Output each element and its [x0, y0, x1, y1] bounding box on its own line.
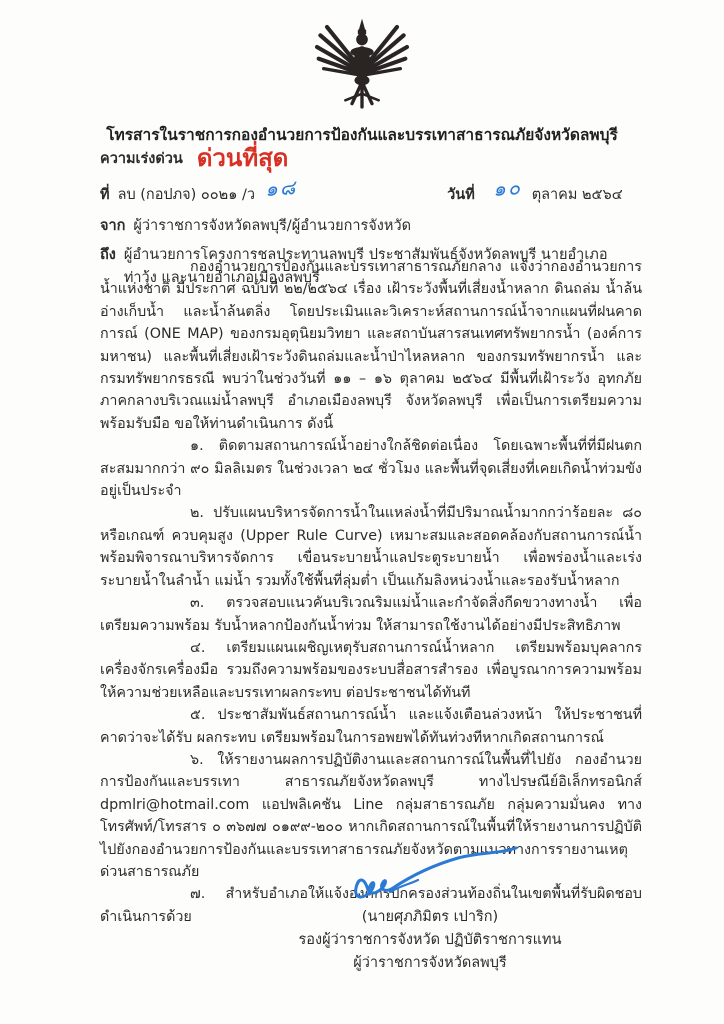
- body-paragraph: ๖. ให้รายงานผลการปฏิบัติงานและสถานการณ์ในพื้นที่ไปยัง กองอำนวยการป้องกันและบรรเทา สาธารณภัยจังหวัดลพบุรี ทางไปรษณีย์อิเล็กทรอนิกส์ dpmlri@hotmail.com แอปพลิเคชัน Line กลุ่มสาธารณภัย กลุ่มความมั่นคง ทางโทรศัพท์/โทรสาร ๐ ๓๖๗๗ ๐๑๙๙-๒๐๐ หากเกิดสถานการณ์ในพื้นที่ให้รายงานการปฏิบัติ ไปยังกองอำนวยการป้องกันและบรรเทาสาธารณภัยจังหวัดตามแนวทางการรายงานเหตุด่วนสาธารณภัย: [100, 751, 642, 880]
- from-value: ผู้ว่าราชการจังหวัดลพบุรี/ผู้อำนวยการจังหวัด: [133, 218, 411, 234]
- ref-label: ที่: [100, 187, 110, 203]
- date-group: [447, 176, 623, 208]
- body-paragraph: ๒. ปรับแผนบริหารจัดการน้ำในแหล่งน้ำที่มีปริมาณน้ำมากกว่าร้อยละ ๘๐ หรือเกณฑ์ ควบคุมสูง (Upper Rule Curve) เหมาะสมและสอดคล้องกับสถานการณ์น้ำ พร้อมพิจารณาบริหารจัดการ เขื่อนระบายน้ำแลประตูระบายน้ำ เพื่อพร่องน้ำและเร่งระบายน้ำในลำน้ำ แม่น้ำ รวมทั้งใช้พื้นที่ลุ่มต่ำ เป็นแก้มลิงหน่วงน้ำและรองรับน้ำหลาก: [100, 505, 642, 589]
- signatory-position-line1: รองผู้ว่าราชการจังหวัด ปฏิบัติราชการแทน: [298, 932, 562, 948]
- document-title: โทรสารในราชการกองอำนวยการป้องกันและบรรเทาสาธารณภัยจังหวัดลพบุรี: [106, 126, 618, 144]
- signature-block: [250, 846, 610, 975]
- garuda-emblem-icon: [312, 16, 412, 118]
- from-label: จาก: [100, 218, 126, 234]
- body-paragraph: กองอำนวยการป้องกันและบรรเทาสาธารณภัยกลาง แจ้งว่ากองอำนวยการน้ำแห่งชาติ มีประกาศ ฉบับที่ ๒๒/๒๕๖๔ เรื่อง เฝ้าระวังพื้นที่เสี่ยงน้ำหลาก ดินถล่ม น้ำล้นอ่างเก็บน้ำ และน้ำล้นตลิ่ง โดยประเมินและวิเคราะห์สถานการณ์น้ำจากแผนที่ฝนคาดการณ์ (ONE MAP) ของกรมอุตุนิยมวิทยา และสถาบันสารสนเทศทรัพยากรน้ำ (องค์การมหาชน) และพื้นที่เสี่ยงเฝ้าระวังดินถล่มและน้ำป่าไหลหลาก ของกรมทรัพยากรน้ำ และกรมทรัพยากรธรณี พบว่าในช่วงวันที่ ๑๑ – ๑๖ ตุลาคม ๒๕๖๔ มีพื้นที่เฝ้าระวัง อุทกภัย ภาคกลางบริเวณแม่น้ำลพบุรี อำเภอเมืองลพบุรี จังหวัดลพบุรี เพื่อเป็นการเตรียมความพร้อมรับมือ ขอให้ท่านดำเนินการ ดังนี้: [100, 259, 642, 432]
- document-body: [100, 256, 642, 928]
- date-handwritten-day: ๑๐: [491, 175, 523, 201]
- from-row: [100, 214, 640, 237]
- ref-handwritten-number: ๑๘: [264, 174, 298, 202]
- to-label: ถึง: [100, 247, 116, 263]
- signatory-position-line2: ผู้ว่าราชการจังหวัดลพบุรี: [353, 955, 507, 971]
- urgency-row: [100, 146, 288, 170]
- body-paragraph: ๓. ตรวจสอบแนวคันบริเวณริมแม่น้ำและกำจัดสิ่งกีดขวางทางน้ำ เพื่อเตรียมความพร้อม รับน้ำหลากป้องกันน้ำท่วม ให้สามารถใช้งานได้อย่างมีประสิทธิภาพ: [100, 595, 642, 634]
- signatory-name: (นายศุภภิมิตร เปาริก): [361, 909, 499, 925]
- handwritten-signature-icon: [330, 846, 530, 908]
- urgency-label: ความเร่งด่วน: [100, 151, 183, 167]
- date-value: ตุลาคม ๒๕๖๔: [531, 187, 623, 203]
- to-value: ผู้อำนวยการโครงการชลประทานลพบุรี ประชาสัมพันธ์จังหวัดลพบุรี นายอำเภอท่าวุ้ง และนายอำเภอเมืองลพบุรี: [123, 247, 608, 286]
- body-paragraph: ๗. สำหรับอำเภอให้แจ้งองค์กรปกครองส่วนท้องถิ่นในเขตพื้นที่รับผิดชอบดำเนินการด้วย: [100, 886, 642, 925]
- body-paragraph: ๑. ติดตามสถานการณ์น้ำอย่างใกล้ชิดต่อเนื่อง โดยเฉพาะพื้นที่ที่มีฝนตกสะสมมากกว่า ๙๐ มิลลิเมตร ในช่วงเวลา ๒๔ ชั่วโมง และพื้นที่จุดเสี่ยงที่เคยเกิดน้ำท่วมขังอยู่เป็นประจำ: [100, 438, 642, 500]
- date-label: วันที่: [447, 187, 475, 203]
- body-paragraph: ๕. ประชาสัมพันธ์สถานการณ์น้ำ และแจ้งเตือนล่วงหน้า ให้ประชาชนที่คาดว่าจะได้รับ ผลกระทบ เตรียมพร้อมในการอพยพได้ทันท่วงทีหากเกิดสถานการณ์: [100, 707, 642, 746]
- body-paragraph: ๔. เตรียมแผนเผชิญเหตุรับสถานการณ์น้ำหลาก เตรียมพร้อมบุคลากร เครื่องจักรเครื่องมือ รวมถึงความพร้อมของระบบสื่อสารสำรอง เพื่อบูรณาการความพร้อมให้ความช่วยเหลือและบรรเทาผลกระทบ ต่อประชาชนได้ทันที: [100, 639, 642, 701]
- ref-value: ลบ (กอปภจ) ๐๐๒๑ /ว: [117, 187, 256, 203]
- urgency-stamp: ด่วนที่สุด: [196, 144, 289, 172]
- reference-number-row: [100, 176, 640, 208]
